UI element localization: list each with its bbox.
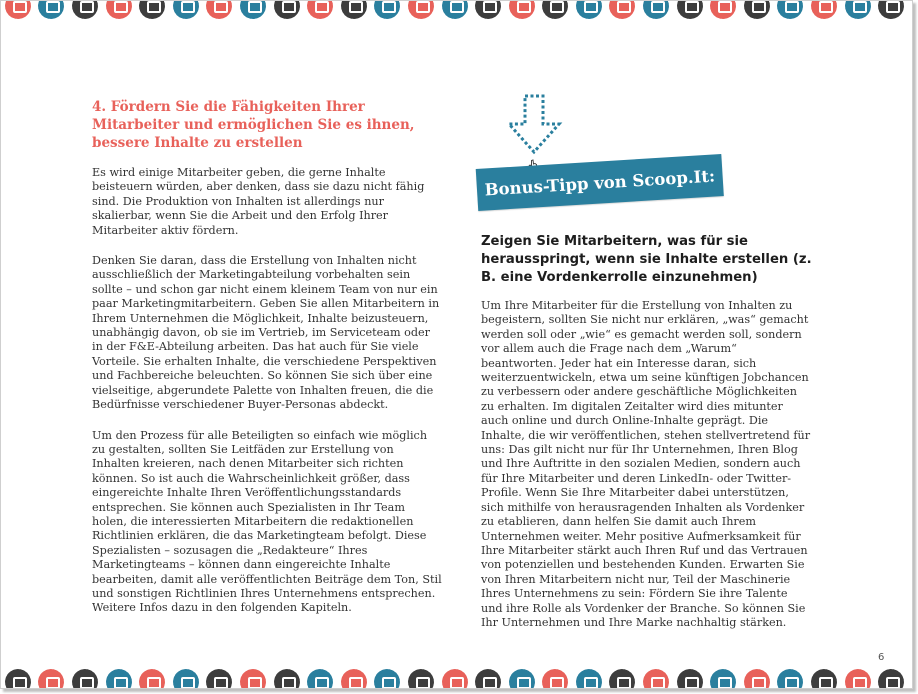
decorative-stamp-icon — [811, 0, 837, 19]
decorative-stamp-icon — [206, 0, 232, 19]
decorative-stamp-icon — [576, 669, 602, 689]
decorative-stamp-icon — [139, 0, 165, 19]
decorative-stamp-icon — [274, 0, 300, 19]
decorative-stamp-icon — [38, 669, 64, 689]
decorative-stamp-icon — [106, 669, 132, 689]
down-arrow-icon — [495, 94, 575, 162]
decorative-stamp-icon — [274, 669, 300, 689]
decorative-stamp-icon — [408, 0, 434, 19]
decorative-stamp-icon — [374, 669, 400, 689]
section-heading: 4. Fördern Sie die Fähigkeiten Ihrer Mitarbeiter und ermöglichen Sie es ihnen, bessere Inhalte zu erstellen — [92, 99, 415, 151]
decorative-stamp-icon — [72, 669, 98, 689]
decorative-stamp-icon — [878, 669, 904, 689]
decorative-stamp-icon — [576, 0, 602, 19]
decorative-stamp-icon — [442, 669, 468, 689]
paragraph: Es wird einige Mitarbeiter geben, die gerne Inhalte beisteuern würden, aber denken, dass sie dazu nicht fähig sind. Die Produktion von Inhalten ist allerdings nur skalierbar, wenn Sie die Arbeit und den Erfolg Ihrer Mitarbeiter aktiv fördern. — [92, 166, 425, 237]
decorative-stamp-icon — [206, 669, 232, 689]
decorative-stamp-icon — [408, 669, 434, 689]
tip-heading: Zeigen Sie Mitarbeitern, was für sie herausspringt, wenn sie Inhalte erstellen (z. B. eine Vordenkerrolle einzunehmen) — [481, 234, 812, 285]
decorative-stamp-icon — [777, 669, 803, 689]
decorative-stamp-icon — [173, 0, 199, 19]
decorative-stamp-icon — [811, 669, 837, 689]
decorative-stamp-icon — [643, 669, 669, 689]
left-column — [92, 98, 442, 632]
decorative-stamp-icon — [5, 0, 31, 19]
bonus-tip-banner: Bonus-Tipp von Scoop.It: — [476, 154, 724, 211]
decorative-stamp-icon — [643, 0, 669, 19]
decorative-stamp-icon — [307, 0, 333, 19]
decorative-stamp-icon — [710, 0, 736, 19]
decorative-stamp-border-bottom — [1, 669, 913, 689]
decorative-stamp-icon — [341, 0, 367, 19]
tip-body: Um Ihre Mitarbeiter für die Erstellung von Inhalten zu begeistern, sollten Sie nicht nur erklären, „was“ gemacht werden soll oder „wie“ es gemacht werden soll, sondern vor allem auch die Frage nach dem „Warum“ beantworten. Jeder hat ein Interesse daran, sich weiterzuentwickeln, etwa um seine künftigen Jobchancen zu verbessern oder andere geschäftliche Möglichkeiten zu erhalten. Im digitalen Zeitalter wird dies mitunter auch online und durch Online-Inhalte geprägt. Die Inhalte, die wir veröffentlichen, stehen stellvertretend für uns: Das gilt nicht nur für Ihr Unternehmen, Ihren Blog und Ihre Auftritte in den sozialen Medien, sondern auch für Ihre Mitarbeiter und deren LinkedIn- oder Twitter-Profile. Wenn Sie Ihre Mitarbeiter dabei unterstützen, sich mithilfe von herausragenden Inhalten als Vordenker zu etablieren, dann helfen Sie damit auch Ihrem Unternehmen weiter. Mehr positive Aufmerksamkeit für Ihre Mitarbeiter stärkt auch Ihren Ruf und das Vertrauen von potenziellen und bestehenden Kunden. Erwarten Sie von Ihren Mitarbeitern nicht nur, Teil der Maschinerie Ihres Unternehmens zu sein: Fördern Sie ihre Talente und ihre Rolle als Vordenker der Branche. So können Sie Ihr Unternehmen und Ihre Marke nachhaltig stärken. — [481, 299, 811, 629]
decorative-stamp-icon — [72, 0, 98, 19]
decorative-stamp-icon — [240, 0, 266, 19]
decorative-stamp-icon — [677, 669, 703, 689]
decorative-stamp-icon — [744, 0, 770, 19]
decorative-stamp-icon — [442, 0, 468, 19]
page-number: 6 — [878, 652, 885, 663]
decorative-stamp-icon — [609, 669, 635, 689]
paragraph: Denken Sie daran, dass die Erstellung von Inhalten nicht ausschließlich der Marketingabteilung vorbehalten sein sollte – und schon gar nicht einem kleinem Team von nur ein paar Marketingmitarbeitern. Geben Sie allen Mitarbeitern in Ihrem Unternehmen die Möglichkeit, Inhalte beizusteuern, unabhängig davon, ob sie im Vertrieb, im Serviceteam oder in der F&E-Abteilung arbeiten. Das hat auch für Sie viele Vorteile. Sie erhalten Inhalte, die verschiedene Perspektiven und Fachbereiche beleuchten. So können Sie sich über eine vielseitige, abgerundete Palette von Inhalten freuen, die die Bedürfnisse verschiedener Buyer-Personas abdeckt. — [92, 254, 440, 412]
decorative-stamp-icon — [139, 669, 165, 689]
decorative-stamp-icon — [878, 0, 904, 19]
decorative-stamp-icon — [5, 669, 31, 689]
decorative-stamp-icon — [710, 669, 736, 689]
decorative-stamp-icon — [38, 0, 64, 19]
decorative-stamp-border-top — [1, 0, 913, 23]
decorative-stamp-icon — [374, 0, 400, 19]
decorative-stamp-icon — [475, 669, 501, 689]
decorative-stamp-icon — [677, 0, 703, 19]
decorative-stamp-icon — [341, 669, 367, 689]
decorative-stamp-icon — [475, 0, 501, 19]
decorative-stamp-icon — [845, 0, 871, 19]
decorative-stamp-icon — [106, 0, 132, 19]
decorative-stamp-icon — [542, 669, 568, 689]
decorative-stamp-icon — [609, 0, 635, 19]
paragraph: Um den Prozess für alle Beteiligten so einfach wie möglich zu gestalten, sollten Sie Leitfäden zur Erstellung von Inhalten kreieren, nach denen Mitarbeiter sich richten können. So ist auch die Wahrscheinlichkeit größer, dass eingereichte Inhalte Ihren Veröffentlichungsstandards entsprechen. Sie können auch Spezialisten in Ihr Team holen, die interessierten Mitarbeitern die redaktionellen Richtlinien erklären, die das Marketingteam befolgt. Diese Spezialisten – sozusagen die „Redakteure“ Ihres Marketingteams – können dann eingereichte Inhalte bearbeiten, damit alle veröffentlichten Beiträge dem Ton, Stil und sonstigen Richtlinien Ihres Unternehmens entsprechen. Weitere Infos dazu in den folgenden Kapiteln. — [92, 428, 442, 615]
decorative-stamp-icon — [240, 669, 266, 689]
decorative-stamp-icon — [744, 669, 770, 689]
decorative-stamp-icon — [509, 0, 535, 19]
decorative-stamp-icon — [542, 0, 568, 19]
decorative-stamp-icon — [509, 669, 535, 689]
decorative-stamp-icon — [307, 669, 333, 689]
decorative-stamp-icon — [173, 669, 199, 689]
right-column-top — [481, 94, 821, 162]
decorative-stamp-icon — [845, 669, 871, 689]
decorative-stamp-icon — [777, 0, 803, 19]
